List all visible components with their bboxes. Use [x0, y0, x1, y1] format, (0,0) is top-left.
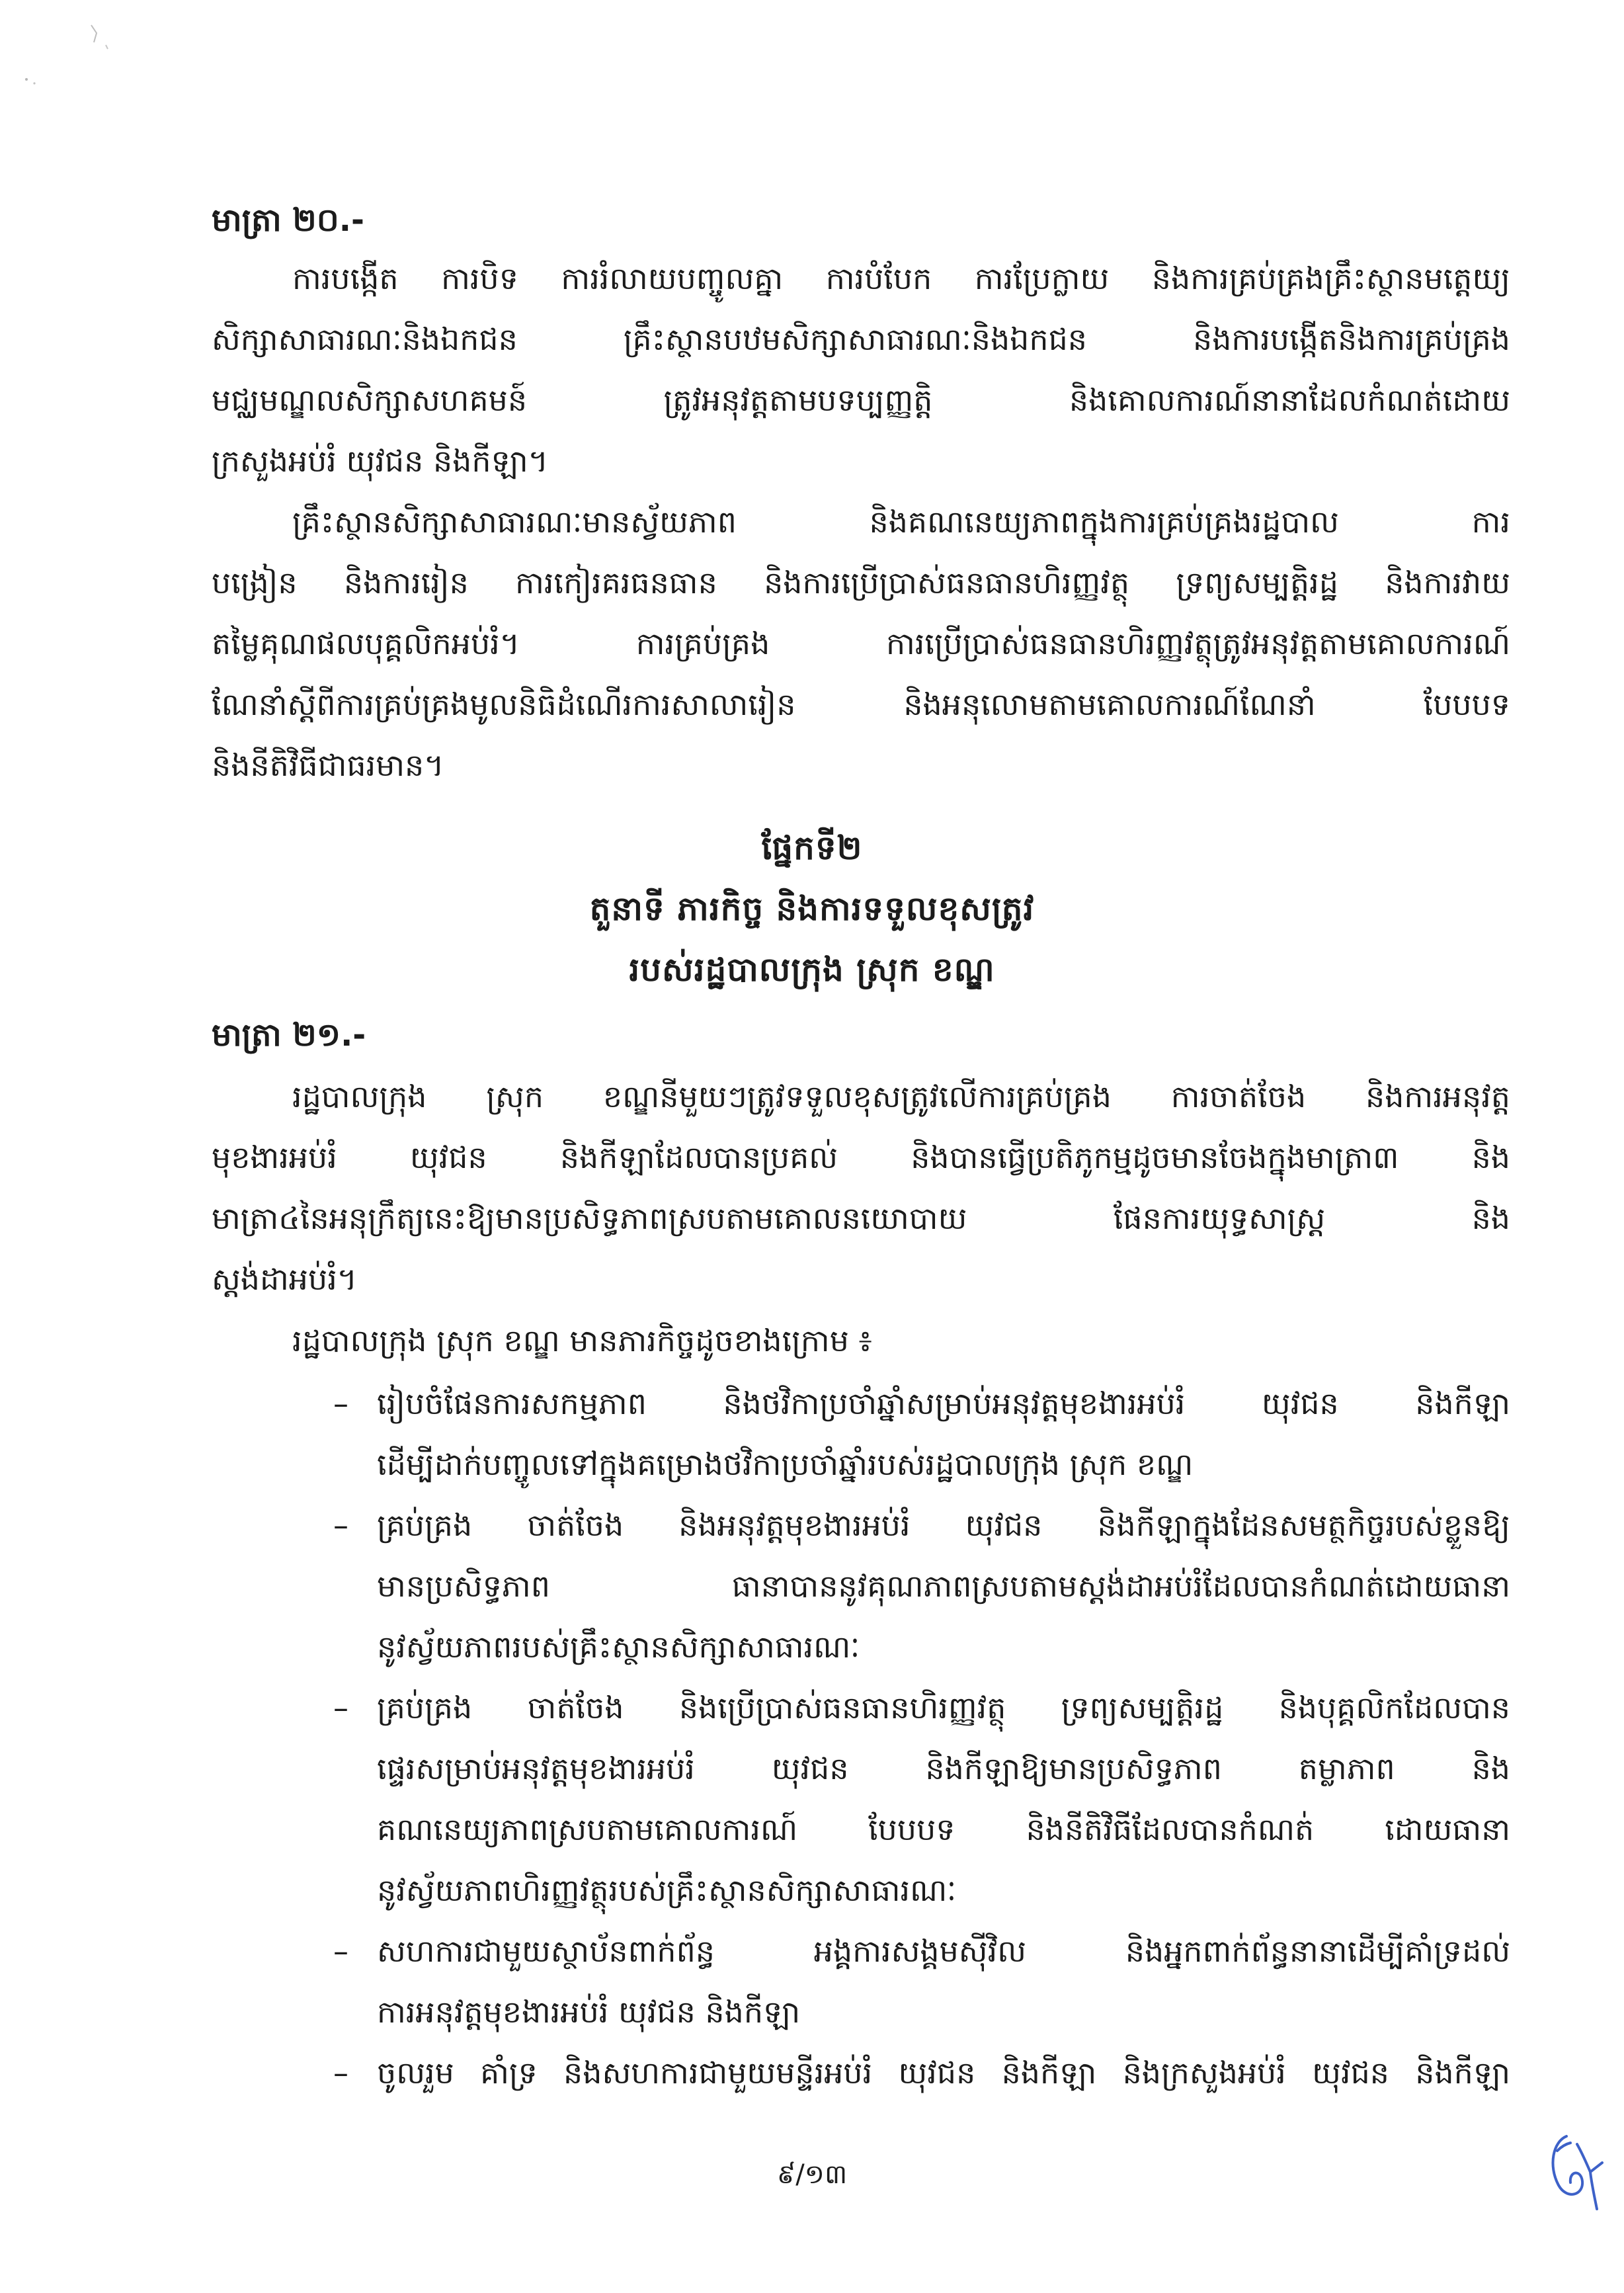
scan-artifact [13, 19, 119, 98]
bullet-dash: – [333, 2055, 348, 2091]
list-item [333, 1495, 1510, 1677]
part-2-heading [0, 817, 1624, 1000]
part-label: ផ្នែកទី២ [761, 829, 863, 867]
paragraph-line: គ្រឹះស្ថានសិក្សាសាធារណៈមានស្វ័យភាព និងគណនេយ្យភាពក្នុងការគ្រប់គ្រងរដ្ឋបាល ការ [292, 504, 1510, 540]
list-item-line: គណនេយ្យភាពស្របតាមគោលការណ៍ បែបបទ និងនីតិវិធីដែលបានកំណត់ ដោយធានា [377, 1812, 1510, 1847]
paragraph-line: ស្តង់ដាអប់រំ។ [212, 1261, 358, 1297]
paragraph-line: ការបង្កើត ការបិទ ការរំលាយបញ្ចូលគ្នា ការបំបែក ការប្រែក្លាយ និងការគ្រប់គ្រងគ្រឹះស្ថានមត្តេយ្យ [292, 261, 1510, 296]
article-20-heading-block [212, 190, 1510, 251]
bullet-dash: – [333, 1507, 348, 1543]
list-item [333, 1373, 1510, 1495]
article-21-paragraph [212, 1066, 1510, 1310]
paragraph-line: មុខងារអប់រំ យុវជន និងកីឡាដែលបានប្រគល់ និងបានធ្វើប្រតិភូកម្មដូចមានចែងក្នុងមាត្រា៣ និង [212, 1140, 1510, 1175]
list-item-line: មានប្រសិទ្ធភាព ធានាបាននូវគុណភាពស្របតាមស្តង់ដាអប់រំដែលបានកំណត់ដោយធានា [377, 1568, 1510, 1604]
list-item-line: ចូលរួម គាំទ្រ និងសហការជាមួយមន្ទីរអប់រំ យុវជន និងកីឡា និងក្រសួងអប់រំ យុវជន និងកីឡា [377, 2055, 1510, 2091]
list-item [333, 2042, 1510, 2103]
list-item-line: នូវស្វ័យភាពរបស់គ្រឹះស្ថានសិក្សាសាធារណៈ [377, 1629, 860, 1665]
duties-list [333, 1373, 1510, 2103]
bullet-dash: – [333, 1386, 348, 1421]
bullet-dash: – [333, 1933, 348, 1969]
list-item [333, 1921, 1510, 2042]
part-title-line: របស់រដ្ឋបាលក្រុង ស្រុក ខណ្ឌ [629, 950, 995, 989]
paragraph-line: រដ្ឋបាលក្រុង ស្រុក ខណ្ឌនីមួយៗត្រូវទទួលខុសត្រូវលើការគ្រប់គ្រង ការចាត់ចែង និងការអនុវត្ត [292, 1079, 1510, 1114]
article-21-heading: មាត្រា ២១.- [212, 1017, 366, 1054]
list-item-line: ផ្ទេរសម្រាប់អនុវត្តមុខងារអប់រំ យុវជន និងកីឡាឱ្យមានប្រសិទ្ធភាព តម្លាភាព និង [377, 1751, 1510, 1786]
list-item-line: នូវស្វ័យភាពហិរញ្ញវត្ថុរបស់គ្រឹះស្ថានសិក្សាសាធារណៈ [377, 1872, 957, 1908]
list-item-line: សហការជាមួយស្ថាប័នពាក់ព័ន្ធ អង្គការសង្គមស៊ីវិល និងអ្នកពាក់ព័ន្ធនានាដើម្បីគាំទ្រដល់ [377, 1933, 1510, 1969]
list-item [333, 1677, 1510, 1921]
paragraph-line: តម្លៃគុណផលបុគ្គលិកអប់រំ។ ការគ្រប់គ្រង ការប្រើប្រាស់ធនធានហិរញ្ញវត្ថុត្រូវអនុវត្តតាមគោលការណ៍ [212, 626, 1510, 661]
paragraph-line: សិក្សាសាធារណៈនិងឯកជន គ្រឹះស្ថានបឋមសិក្សាសាធារណៈនិងឯកជន និងការបង្កើតនិងការគ្រប់គ្រង [212, 321, 1510, 357]
page-number: ៩/១៣ [776, 2159, 848, 2190]
article-20-paragraph-2 [212, 491, 1510, 796]
paragraph-line: ក្រសួងអប់រំ យុវជន និងកីឡា។ [212, 443, 549, 479]
initials-signature [1544, 2124, 1610, 2214]
article-20-heading: មាត្រា ២០.- [212, 202, 364, 239]
paragraph-line: បង្រៀន និងការរៀន ការកៀរគរធនធាន និងការប្រើប្រាស់ធនធានហិរញ្ញវត្ថុ ទ្រព្យសម្បត្តិរដ្ឋ និងការវាយ [212, 565, 1510, 601]
paragraph-line: និងនីតិវិធីជាធរមាន។ [212, 747, 444, 783]
article-21-heading-block [212, 1005, 1510, 1065]
paragraph-line: មាត្រា៤នៃអនុក្រឹត្យនេះឱ្យមានប្រសិទ្ធភាពស្របតាមគោលនយោបាយ ផែនការយុទ្ធសាស្ត្រ និង [212, 1200, 1510, 1236]
list-item-line: ការអនុវត្តមុខងារអប់រំ យុវជន និងកីឡា [377, 1994, 801, 2030]
list-item-line: ដើម្បីដាក់បញ្ចូលទៅក្នុងគម្រោងថវិកាប្រចាំឆ្នាំរបស់រដ្ឋបាលក្រុង ស្រុក ខណ្ឌ [377, 1446, 1194, 1482]
paragraph-line: ណែនាំស្តីពីការគ្រប់គ្រងមូលនិធិដំណើរការសាលារៀន និងអនុលោមតាមគោលការណ៍ណែនាំ បែបបទ [212, 687, 1510, 722]
duties-intro: រដ្ឋបាលក្រុង ស្រុក ខណ្ឌ មានភារកិច្ចដូចខាងក្រោម ៖ [292, 1323, 872, 1358]
bullet-dash: – [333, 1690, 348, 1726]
paragraph-line: មជ្ឈមណ្ឌលសិក្សាសហគមន៍ ត្រូវអនុវត្តតាមបទប្បញ្ញត្តិ និងគោលការណ៍នានាដែលកំណត់ដោយ [212, 382, 1510, 418]
list-item-line: រៀបចំផែនការសកម្មភាព និងថវិកាប្រចាំឆ្នាំសម្រាប់អនុវត្តមុខងារអប់រំ យុវជន និងកីឡា [377, 1386, 1510, 1421]
part-title-line: តួនាទី ភារកិច្ច និងការទទួលខុសត្រូវ [589, 890, 1035, 928]
article-20-paragraph-1 [212, 248, 1510, 491]
list-item-line: គ្រប់គ្រង ចាត់ចែង និងអនុវត្តមុខងារអប់រំ យុវជន និងកីឡាក្នុងដែនសមត្ថកិច្ចរបស់ខ្លួនឱ្យ [377, 1507, 1510, 1543]
duties-intro-block [212, 1310, 1510, 1371]
list-item-line: គ្រប់គ្រង ចាត់ចែង និងប្រើប្រាស់ធនធានហិរញ្ញវត្ថុ ទ្រព្យសម្បត្តិរដ្ឋ និងបុគ្គលិកដែលបាន [377, 1690, 1510, 1726]
